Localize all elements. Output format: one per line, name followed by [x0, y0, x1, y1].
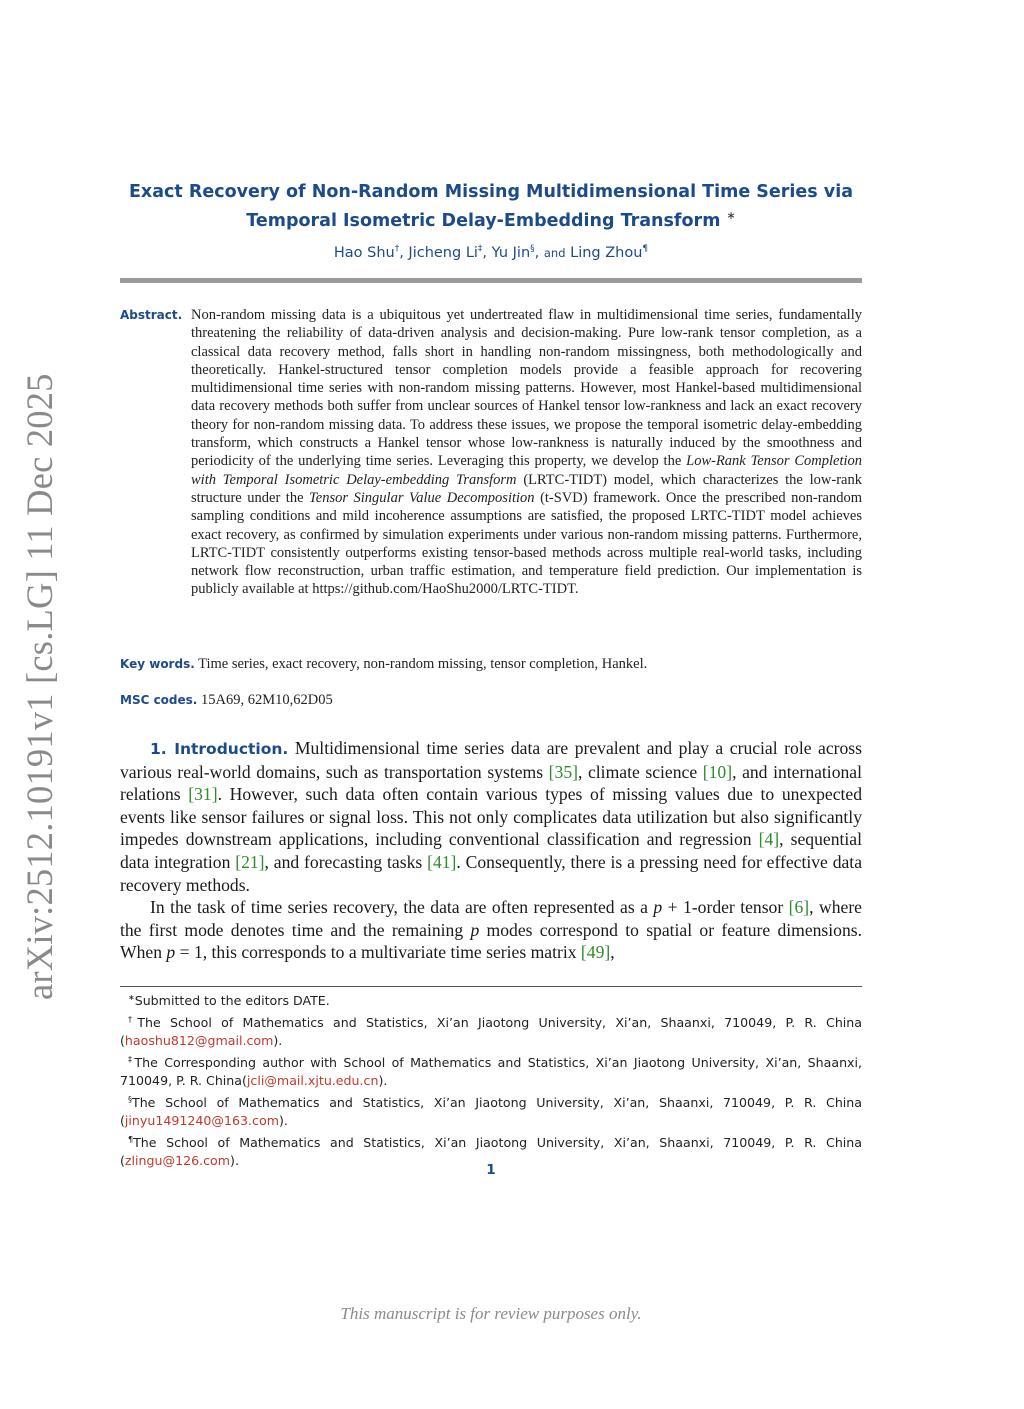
page-number: 1	[486, 1162, 496, 1178]
citation-link[interactable]: [21]	[235, 851, 265, 872]
citation-link[interactable]: [6]	[788, 897, 810, 918]
author-name: Hao Shu	[333, 244, 395, 261]
abstract-text: Non-random missing data is a ubiquitous yet undertreated flaw in multidimensional time series, fundamentally threatening the reliability of data-driven analysis and decision-making. Pure low-rank tensor completion, as a classical data recovery method, falls short in handling non-random missingness, both methodologically and theoretically. Hankel-structured tensor completion models provide a feasible approach for recovering multidimensional time series with non-random missing patterns. However, most Hankel-based multidimensional data recovery methods both suffer from unclear sources of Hankel tensor low-rankness and lack an exact recovery theory for non-random missing data. To address these issues, we propose the temporal isometric delay-embedding transform, which constructs a Hankel tensor whose low-rankness is naturally induced by the smoothness and periodicity of the underlying time series. Leveraging this property, we develop the Low-Rank Tensor Completion with Temporal Isometric Delay-embedding Transform (LRTC-TIDT) model, which characterizes the low-rank structure under the Tensor Singular Value Decomposition (t-SVD) framework. Once the prescribed non-random sampling conditions and mild incoherence assumptions are satisfied, the proposed LRTC-TIDT model achieves exact recovery, as confirmed by simulation experiments under various non-random missing patterns. Furthermore, LRTC-TIDT consistently outperforms existing tensor-based methods across multiple real-world tasks, including network flow reconstruction, urban traffic estimation, and temperature field prediction. Our implementation is publicly available at https://github.com/HaoShu2000/LRTC-TIDT.	[191, 307, 863, 598]
citation-link[interactable]: [49]	[580, 942, 611, 963]
abstract-label: Abstract.	[120, 308, 183, 322]
author-mark: §	[530, 244, 535, 254]
email-link[interactable]: jcli@mail.xjtu.edu.cn	[246, 1073, 379, 1089]
footnote: ∗Submitted to the editors DATE.	[128, 993, 330, 1009]
math-symbol: p	[166, 942, 176, 963]
keywords-label: Key words.	[120, 657, 195, 671]
review-watermark: This manuscript is for review purposes only.	[340, 1304, 642, 1323]
citation-link[interactable]: [35]	[548, 761, 578, 782]
author-name: Jicheng Li	[408, 244, 478, 261]
authors-conjunction: and	[543, 245, 566, 260]
email-link[interactable]: haoshu812@gmail.com	[124, 1033, 274, 1049]
footnotes-block	[120, 989, 862, 1171]
footnote: †The School of Mathematics and Statistics, Xi’an Jiaotong University, Xi’an, Shaanxi, 710049, P. R. China (haoshu812@gmail.com).	[120, 1014, 863, 1049]
author-name: Yu Jin	[491, 244, 531, 261]
citation-link[interactable]: [10]	[702, 761, 733, 782]
msc-label: MSC codes.	[120, 693, 198, 707]
author-name: Ling Zhou	[570, 244, 643, 261]
title-footnote-mark: ∗	[726, 209, 736, 222]
footnote: ¶The School of Mathematics and Statistics, Xi’an Jiaotong University, Xi’an, Shaanxi, 710049, P. R. China (zlingu@126.com).	[120, 1134, 862, 1169]
arxiv-identifier-stamp: arXiv:2512.10191v1 [cs.LG] 11 Dec 2025	[19, 373, 60, 1000]
math-symbol: p	[653, 897, 663, 918]
email-link[interactable]: zlingu@126.com	[124, 1153, 231, 1169]
title-line-1: Exact Recovery of Non-Random Missing Multidimensional Time Series via	[128, 182, 854, 202]
title-divider	[120, 278, 862, 283]
introduction-section	[120, 737, 862, 964]
msc-codes-line	[120, 692, 862, 709]
math-symbol: p	[470, 919, 480, 940]
footnote-divider	[120, 986, 862, 987]
model-name-emphasis: Low-Rank Tensor Completion with Temporal Isometric Delay-embedding Transform	[191, 453, 863, 488]
citation-link[interactable]: [41]	[427, 851, 457, 872]
author-list: Hao Shu†, Jicheng Li‡, Yu Jin§, and Ling Zhou¶	[333, 244, 649, 261]
footnote: ‡The Corresponding author with School of Mathematics and Statistics, Xi’an Jiaotong University, Xi’an, Shaanxi, 710049, P. R. China(jcli@mail.xjtu.edu.cn).	[120, 1054, 863, 1089]
section-heading: 1. Introduction.	[150, 740, 289, 758]
abstract-block	[120, 306, 862, 599]
author-mark: ¶	[642, 244, 649, 254]
footnote: §The School of Mathematics and Statistics, Xi’an Jiaotong University, Xi’an, Shaanxi, 710049, P. R. China (jinyu1491240@163.com).	[120, 1094, 862, 1129]
keywords-line	[120, 656, 862, 673]
author-mark: ‡	[477, 244, 483, 254]
paper-title	[120, 181, 862, 233]
intro-paragraph-2: In the task of time series recovery, the data are often represented as a p + 1-order tensor [6], where the first mode denotes time and the remaining p modes correspond to spatial or feature dimensions. When p = 1, this corresponds to a multivariate time series matrix [49],	[120, 897, 863, 963]
author-mark: †	[394, 244, 400, 254]
email-link[interactable]: jinyu1491240@163.com	[124, 1113, 279, 1129]
intro-paragraph-1: 1. Introduction. Multidimensional time series data are prevalent and play a crucial role across various real-world domains, such as transportation systems [35], climate science [10], and international relations [31]. However, such data often contain various types of missing values due to unexpected events like sensor failures or signal loss. This not only complicates data utilization but also significantly impedes downstream applications, including conventional classification and regression [4], sequential data integration [21], and forecasting tasks [41]. Consequently, there is a pressing need for effective data recovery methods.	[120, 738, 863, 895]
citation-link[interactable]: [31]	[188, 784, 218, 805]
title-line-2: Temporal Isometric Delay-Embedding Transform ∗	[246, 209, 736, 231]
tsvd-emphasis: Tensor Singular Value Decomposition	[309, 489, 535, 506]
citation-link[interactable]: [4]	[758, 829, 780, 850]
msc-text: 15A69, 62M10,62D05	[200, 692, 333, 708]
keywords-text: Time series, exact recovery, non-random missing, tensor completion, Hankel.	[198, 656, 648, 672]
